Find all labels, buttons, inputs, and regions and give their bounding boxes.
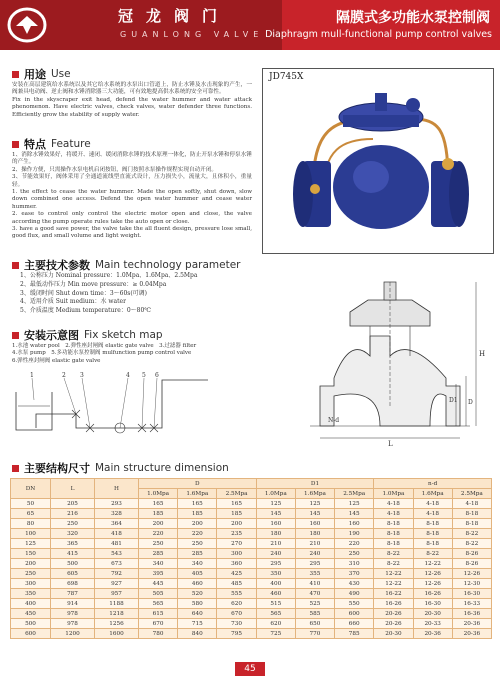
page-header xyxy=(0,0,500,50)
brand-name-cn: 冠龙阀门 xyxy=(118,7,231,25)
table-cell: 200 xyxy=(178,519,217,529)
table-cell: 1218 xyxy=(95,609,139,619)
table-cell: 8-18 xyxy=(374,519,413,529)
table-cell: 8-18 xyxy=(374,539,413,549)
table-cell: 16-33 xyxy=(452,599,491,609)
table-cell: 450 xyxy=(11,609,51,619)
table-cell: 780 xyxy=(139,629,178,639)
table-row xyxy=(11,519,492,529)
table-cell: 670 xyxy=(139,619,178,629)
table-cell: 8-22 xyxy=(413,549,452,559)
table-cell: 12-26 xyxy=(413,569,452,579)
table-cell: 1256 xyxy=(95,619,139,629)
table-row xyxy=(11,549,492,559)
dimension-table-body xyxy=(11,499,492,639)
table-cell: 235 xyxy=(217,529,256,539)
table-cell: 16-30 xyxy=(413,599,452,609)
sketch-legend xyxy=(12,343,257,365)
table-cell: 300 xyxy=(11,579,51,589)
col-header-l: L xyxy=(51,479,95,499)
table-cell: 418 xyxy=(95,529,139,539)
sketch-title-en: Fix sketch map xyxy=(84,329,163,341)
bullet-square-icon xyxy=(12,71,19,78)
col-header-d: D xyxy=(139,479,257,489)
tech-param: 3、缓闭时间 Shut down time：3～60s(可调) xyxy=(20,289,148,297)
table-cell: 310 xyxy=(335,559,374,569)
valve-illustration xyxy=(263,69,493,253)
table-row xyxy=(11,499,492,509)
table-cell: 125 xyxy=(295,499,334,509)
table-cell: 914 xyxy=(51,599,95,609)
table-cell: 795 xyxy=(217,629,256,639)
dim-label-nd: N-d xyxy=(328,417,340,424)
use-title-cn: 用途 xyxy=(24,68,46,81)
table-cell: 425 xyxy=(217,569,256,579)
table-cell: 270 xyxy=(217,539,256,549)
table-cell: 4-18 xyxy=(413,499,452,509)
table-cell: 490 xyxy=(335,589,374,599)
table-cell: 16-26 xyxy=(374,599,413,609)
tech-param: 4、适用介质 Suit medium：水 water xyxy=(20,298,126,306)
table-cell: 220 xyxy=(335,539,374,549)
model-label: JD745X xyxy=(269,72,304,82)
table-row xyxy=(11,589,492,599)
feature-title-cn: 特点 xyxy=(24,138,46,151)
pressure-header-cell: 1.0Mpa xyxy=(374,489,413,499)
table-cell: 350 xyxy=(256,569,295,579)
col-header-d1: D1 xyxy=(256,479,374,489)
table-cell: 4-18 xyxy=(452,499,491,509)
table-cell: 185 xyxy=(217,509,256,519)
table-cell: 340 xyxy=(178,559,217,569)
table-cell: 180 xyxy=(295,529,334,539)
table-cell: 300 xyxy=(217,549,256,559)
dim-label-l: L xyxy=(388,440,393,446)
table-cell: 293 xyxy=(95,499,139,509)
table-cell: 725 xyxy=(256,629,295,639)
page-title-en: Diaphragm mull-functional pump control valves xyxy=(265,29,492,40)
table-cell: 125 xyxy=(11,539,51,549)
table-cell: 355 xyxy=(295,569,334,579)
table-cell: 220 xyxy=(139,529,178,539)
sketch-number: 6 xyxy=(155,372,159,379)
table-cell: 543 xyxy=(95,549,139,559)
table-cell: 505 xyxy=(139,589,178,599)
table-cell: 365 xyxy=(51,539,95,549)
table-cell: 957 xyxy=(95,589,139,599)
table-cell: 515 xyxy=(256,599,295,609)
table-cell: 210 xyxy=(256,539,295,549)
table-cell: 12-22 xyxy=(374,579,413,589)
table-cell: 8-26 xyxy=(452,559,491,569)
table-cell: 785 xyxy=(335,629,374,639)
use-text xyxy=(12,82,252,119)
sketch-number: 2 xyxy=(62,372,66,379)
table-cell: 295 xyxy=(295,559,334,569)
table-cell: 8-22 xyxy=(374,549,413,559)
table-row xyxy=(11,599,492,609)
table-cell: 205 xyxy=(51,499,95,509)
table-cell: 470 xyxy=(295,589,334,599)
feature-item: 3、节能效果好，阀体采用了全通道流线型直流式设计，压力损失小，流量大，且体积小，重量轻。 xyxy=(12,174,252,188)
tech-params-list xyxy=(20,272,250,316)
dim-label-h: H xyxy=(479,350,486,358)
table-cell: 364 xyxy=(95,519,139,529)
table-row xyxy=(11,529,492,539)
table-cell: 840 xyxy=(178,629,217,639)
table-cell: 12-26 xyxy=(413,579,452,589)
pressure-header-cell: 2.5Mpa xyxy=(452,489,491,499)
table-cell: 580 xyxy=(178,599,217,609)
table-cell: 200 xyxy=(139,519,178,529)
sketch-legend-line: 4.水泵 pump 5.多功能水泵控制阀 mulfunction pump control valve xyxy=(12,350,192,357)
table-cell: 400 xyxy=(256,579,295,589)
dimension-title-cn: 主要结构尺寸 xyxy=(24,462,90,475)
table-cell: 460 xyxy=(178,579,217,589)
tech-param: 1、公称压力 Nominal pressure：1.0Mpa、1.6Mpa、2.5Mpa xyxy=(20,272,198,279)
table-row xyxy=(11,559,492,569)
table-cell: 210 xyxy=(295,539,334,549)
use-heading xyxy=(12,66,71,82)
sketch-legend-line: 1.水池 water pool 2.弹性座封闸阀 elastic gate valve 3.过滤器 filter xyxy=(12,343,197,349)
table-row xyxy=(11,569,492,579)
table-cell: 328 xyxy=(95,509,139,519)
table-cell: 550 xyxy=(335,599,374,609)
dim-label-d1: D1 xyxy=(449,397,458,404)
table-cell: 660 xyxy=(335,619,374,629)
dimension-table xyxy=(10,478,492,639)
table-cell: 350 xyxy=(11,589,51,599)
title-bar xyxy=(265,0,500,50)
table-cell: 927 xyxy=(95,579,139,589)
table-cell: 698 xyxy=(51,579,95,589)
table-cell: 565 xyxy=(139,599,178,609)
sketch-legend-line: 6.弹性座封闸阀 elastic gate valve xyxy=(12,357,101,364)
dimension-heading xyxy=(12,460,229,476)
page-number: 45 xyxy=(235,662,265,676)
table-cell: 125 xyxy=(335,499,374,509)
pressure-header-cell: 2.5Mpa xyxy=(335,489,374,499)
sketch-number: 4 xyxy=(126,372,130,379)
table-cell: 673 xyxy=(95,559,139,569)
table-cell: 650 xyxy=(295,619,334,629)
use-paragraph-en: Fix in the skyscraper exit head, defend the water hummer and water attack phenomenon. Have electric valves, check valves, water defender three functions. Efficiently grow the stability of supply water. xyxy=(12,96,252,118)
table-cell: 620 xyxy=(217,599,256,609)
table-cell: 8-18 xyxy=(413,529,452,539)
dim-label-d: D xyxy=(468,399,473,406)
table-cell: 8-18 xyxy=(374,529,413,539)
table-cell: 8-26 xyxy=(452,549,491,559)
table-cell: 615 xyxy=(139,609,178,619)
tech-title-en: Main technology parameter xyxy=(95,259,241,271)
table-cell: 16-30 xyxy=(452,589,491,599)
table-row xyxy=(11,619,492,629)
table-cell: 250 xyxy=(139,539,178,549)
feature-heading xyxy=(12,136,91,152)
table-cell: 4-18 xyxy=(413,509,452,519)
col-header-nd: n-d xyxy=(374,479,492,489)
valve-photo xyxy=(262,68,494,254)
table-cell: 185 xyxy=(139,509,178,519)
table-cell: 295 xyxy=(256,559,295,569)
sketch-number: 1 xyxy=(30,372,34,379)
use-title-en: Use xyxy=(51,68,71,80)
table-row xyxy=(11,579,492,589)
pressure-header-cell: 1.6Mpa xyxy=(178,489,217,499)
table-cell: 220 xyxy=(178,529,217,539)
table-cell: 12-26 xyxy=(452,569,491,579)
table-cell: 16-26 xyxy=(413,589,452,599)
table-cell: 165 xyxy=(139,499,178,509)
table-cell: 150 xyxy=(11,549,51,559)
col-header-dn: DN xyxy=(11,479,51,499)
table-cell: 500 xyxy=(11,619,51,629)
table-cell: 430 xyxy=(335,579,374,589)
table-cell: 20-36 xyxy=(413,629,452,639)
table-cell: 600 xyxy=(11,629,51,639)
pressure-header-cell: 1.0Mpa xyxy=(256,489,295,499)
table-cell: 20-33 xyxy=(413,619,452,629)
table-cell: 715 xyxy=(178,619,217,629)
sketch-title-cn: 安装示意图 xyxy=(24,329,79,342)
pressure-header-cell: 1.6Mpa xyxy=(413,489,452,499)
table-cell: 605 xyxy=(51,569,95,579)
table-cell: 4-18 xyxy=(374,499,413,509)
table-cell: 8-18 xyxy=(413,539,452,549)
table-cell: 285 xyxy=(178,549,217,559)
table-cell: 481 xyxy=(95,539,139,549)
table-cell: 250 xyxy=(51,519,95,529)
table-cell: 20-30 xyxy=(374,629,413,639)
table-cell: 240 xyxy=(256,549,295,559)
table-cell: 445 xyxy=(139,579,178,589)
table-cell: 320 xyxy=(51,529,95,539)
bullet-square-icon xyxy=(12,332,19,339)
feature-item: 2、操作方便，只需操作水泵电机启闭按钮，阀门按照水泵操作规程实现自动开闭。 xyxy=(12,166,217,173)
dimension-title-en: Main structure dimension xyxy=(95,462,229,474)
table-cell: 250 xyxy=(335,549,374,559)
table-cell: 978 xyxy=(51,619,95,629)
table-cell: 4-18 xyxy=(374,509,413,519)
table-cell: 525 xyxy=(295,599,334,609)
table-cell: 80 xyxy=(11,519,51,529)
table-cell: 565 xyxy=(256,609,295,619)
table-cell: 555 xyxy=(217,589,256,599)
valve-cross-section-drawing xyxy=(300,276,490,446)
table-row xyxy=(11,609,492,619)
table-cell: 20-30 xyxy=(413,609,452,619)
table-cell: 20-36 xyxy=(452,629,491,639)
table-cell: 250 xyxy=(178,539,217,549)
table-cell: 500 xyxy=(51,559,95,569)
tech-heading xyxy=(12,257,240,273)
table-cell: 20-36 xyxy=(452,619,491,629)
table-cell: 180 xyxy=(256,529,295,539)
table-cell: 400 xyxy=(11,599,51,609)
table-row xyxy=(11,509,492,519)
feature-text xyxy=(12,152,252,241)
table-cell: 340 xyxy=(139,559,178,569)
table-cell: 12-22 xyxy=(374,569,413,579)
table-cell: 240 xyxy=(295,549,334,559)
brand-bar xyxy=(0,0,282,50)
table-row xyxy=(11,629,492,639)
table-cell: 20-26 xyxy=(374,619,413,629)
table-cell: 16-36 xyxy=(452,609,491,619)
table-cell: 978 xyxy=(51,609,95,619)
pressure-header-cell: 2.5Mpa xyxy=(217,489,256,499)
table-cell: 620 xyxy=(256,619,295,629)
table-cell: 370 xyxy=(335,569,374,579)
page-title-cn: 隔膜式多功能水泵控制阀 xyxy=(336,10,490,26)
table-cell: 1188 xyxy=(95,599,139,609)
table-cell: 670 xyxy=(217,609,256,619)
bullet-square-icon xyxy=(12,141,19,148)
table-cell: 190 xyxy=(335,529,374,539)
table-cell: 285 xyxy=(139,549,178,559)
pressure-header-cell: 1.6Mpa xyxy=(295,489,334,499)
tech-param: 5、介质温度 Medium temperature：0～80℃ xyxy=(20,307,151,315)
use-paragraph-cn: 安装在高层建筑给水系统以及其它给水系统的水泵出口管道上，防止水锤及水击现象的产生，一阀兼具电动阀、逆止阀和水锤消除器三大功能，可有效地提高供水系统的安全可靠性。 xyxy=(12,82,252,96)
bullet-square-icon xyxy=(12,262,19,269)
table-cell: 770 xyxy=(295,629,334,639)
sketch-number: 3 xyxy=(80,372,84,379)
table-cell: 160 xyxy=(295,519,334,529)
pressure-header-cell: 1.0Mpa xyxy=(139,489,178,499)
table-cell: 792 xyxy=(95,569,139,579)
table-cell: 100 xyxy=(11,529,51,539)
table-cell: 8-22 xyxy=(452,529,491,539)
table-cell: 65 xyxy=(11,509,51,519)
table-cell: 1200 xyxy=(51,629,95,639)
installation-sketch xyxy=(12,370,212,440)
table-cell: 216 xyxy=(51,509,95,519)
company-logo-icon xyxy=(7,6,47,44)
table-cell: 8-18 xyxy=(413,519,452,529)
table-cell: 145 xyxy=(335,509,374,519)
table-cell: 8-22 xyxy=(374,559,413,569)
table-cell: 12-30 xyxy=(452,579,491,589)
table-cell: 730 xyxy=(217,619,256,629)
table-cell: 200 xyxy=(11,559,51,569)
table-cell: 20-26 xyxy=(374,609,413,619)
tech-title-cn: 主要技术参数 xyxy=(24,259,90,272)
table-cell: 8-18 xyxy=(452,509,491,519)
table-cell: 1600 xyxy=(95,629,139,639)
table-cell: 640 xyxy=(178,609,217,619)
table-cell: 165 xyxy=(217,499,256,509)
feature-title-en: Feature xyxy=(51,138,91,150)
table-cell: 360 xyxy=(217,559,256,569)
table-cell: 12-22 xyxy=(413,559,452,569)
col-header-h: H xyxy=(95,479,139,499)
table-cell: 160 xyxy=(335,519,374,529)
feature-item: 2. ease to control only control the electric motor open and close, the valve according the pump operate rules take the auto open or close. xyxy=(12,211,252,225)
table-cell: 8-18 xyxy=(452,519,491,529)
brand-name-en: GUANLONG VALVE xyxy=(120,30,264,39)
feature-item: 3. have a good save power, the valve take the all fluent design, pressure lose small, good flux, and small volume and light weight. xyxy=(12,226,252,240)
feature-item: 1. the effect to cease the water hummer. Made the open softly, shut down, slow down combined one access. Defend the open water hummer and cease water hummer. xyxy=(12,189,252,210)
tech-param: 2、最低动作压力 Min move pressure：≥ 0.04Mpa xyxy=(20,280,167,288)
table-cell: 395 xyxy=(139,569,178,579)
table-cell: 185 xyxy=(178,509,217,519)
table-cell: 145 xyxy=(295,509,334,519)
sketch-heading xyxy=(12,327,163,343)
sketch-number: 5 xyxy=(142,372,146,379)
bullet-square-icon xyxy=(12,465,19,472)
table-cell: 585 xyxy=(295,609,334,619)
table-cell: 520 xyxy=(178,589,217,599)
table-cell: 160 xyxy=(256,519,295,529)
table-cell: 460 xyxy=(256,589,295,599)
table-cell: 600 xyxy=(335,609,374,619)
table-row xyxy=(11,539,492,549)
table-cell: 485 xyxy=(217,579,256,589)
table-cell: 410 xyxy=(295,579,334,589)
table-cell: 50 xyxy=(11,499,51,509)
table-cell: 16-22 xyxy=(374,589,413,599)
table-cell: 200 xyxy=(217,519,256,529)
table-cell: 250 xyxy=(11,569,51,579)
table-cell: 787 xyxy=(51,589,95,599)
table-cell: 145 xyxy=(256,509,295,519)
feature-item: 1、消除水锤效果好，将缓开、速闭、缓闭消除水锤的技术原理一体化，防止开泵水锤和停泵水锤的产生。 xyxy=(12,152,252,166)
table-cell: 415 xyxy=(51,549,95,559)
table-cell: 8-22 xyxy=(452,539,491,549)
table-cell: 405 xyxy=(178,569,217,579)
table-cell: 125 xyxy=(256,499,295,509)
table-cell: 165 xyxy=(178,499,217,509)
